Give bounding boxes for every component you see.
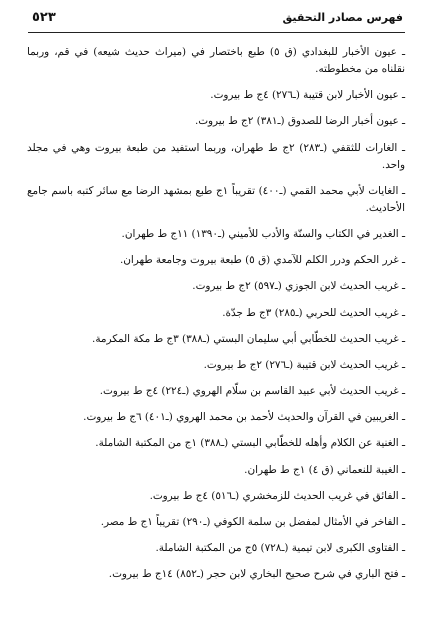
- bibliography-entry: ـ الفائق في غريب الحديث للزمخشري (ـ٥١٦) ٤ج ط بيروت.: [149, 489, 405, 502]
- bibliography-entry: ـ الغيبة للنعماني (ق ٤) ١ج ط طهران.: [244, 463, 405, 476]
- bibliography-entry: ـ الغريبين في القرآن والحديث لأحمد بن محمد الهروي (ـ٤٠١) ٦ج ط بيروت.: [83, 411, 405, 424]
- page-number: ٥٢٣: [32, 10, 56, 25]
- bibliography-entry: ـ غريب الحديث للخطّابي أبي سليمان البستي (ـ٣٨٨) ٣ج ط مكة المكرمة.: [92, 332, 405, 345]
- bibliography-entry: ـ فتح الباري في شرح صحيح البخاري لابن حجر (ـ٨٥٢) ١٤ج ط بيروت.: [108, 568, 405, 581]
- bibliography-entry: ـ الفاخر في الأمثال لمفضل بن سلمة الكوفي (ـ٢٩٠) تقريباً ١ج ط مصر.: [100, 516, 405, 528]
- bibliography-entry: ـ غرر الحكم ودرر الكلم للآمدي (ق ٥) طبعة بيروت وجامعة طهران.: [119, 254, 405, 267]
- bibliography-list: [27, 44, 405, 593]
- bibliography-entry: ـ غريب الحديث للحربي (ـ٢٨٥) ٣ج ط جدّة.: [222, 306, 405, 319]
- bibliography-entry: ـ الفتاوى الكبرى لابن تيمية (ـ٧٢٨) ٥ج من المكتبة الشاملة.: [155, 542, 405, 555]
- running-title: فهرس مصادر التحقيق: [282, 11, 403, 24]
- bibliography-entry: ـ الغايات لأبي محمد القمي (ـ٤٠٠) تقريباً ١ج طبع بمشهد الرضا مع سائر كتبه باسم جامع الأحاديث.: [27, 184, 406, 214]
- page-header: [28, 8, 405, 33]
- bibliography-entry: ـ الغدير في الكتاب والسنّة والأدب للأميني (ـ١٣٩٠) ١١ج ط طهران.: [121, 227, 405, 240]
- bibliography-entry: ـ عيون الأخبار لابن قتيبة (ـ٢٧٦) ٤ج ط بيروت.: [210, 89, 405, 102]
- bibliography-entry: ـ عيون أخبار الرضا للصدوق (ـ٣٨١) ٢ج ط بيروت.: [194, 115, 405, 128]
- bibliography-entry: ـ غريب الحديث لابن الجوزي (ـ٥٩٧) ٢ج ط بيروت.: [192, 280, 405, 293]
- bibliography-entry: ـ الغارات للثقفي (ـ٢٨٣) ٢ج ط طهران، وربما استفيد من طبعة بيروت وهي في مجلد واحد.: [27, 141, 405, 171]
- bibliography-entry: ـ عيون الأخبار للبغدادي (ق ٥) طبع باختصار في (ميراث حديث شيعه) في قم، وربما نقلناه من مخطوطته.: [27, 46, 405, 75]
- bibliography-entry: ـ الغنية عن الكلام وأهله للخطّابي البستي (ـ٣٨٨) ١ج من المكتبة الشاملة.: [95, 437, 405, 450]
- bibliography-entry: ـ غريب الحديث لأبي عبيد القاسم بن سلّام الهروي (ـ٢٢٤) ٤ج ط بيروت.: [99, 385, 405, 398]
- bibliography-entry: ـ غريب الحديث لابن قتيبة (ـ٢٧٦) ٢ج ط بيروت.: [203, 358, 405, 371]
